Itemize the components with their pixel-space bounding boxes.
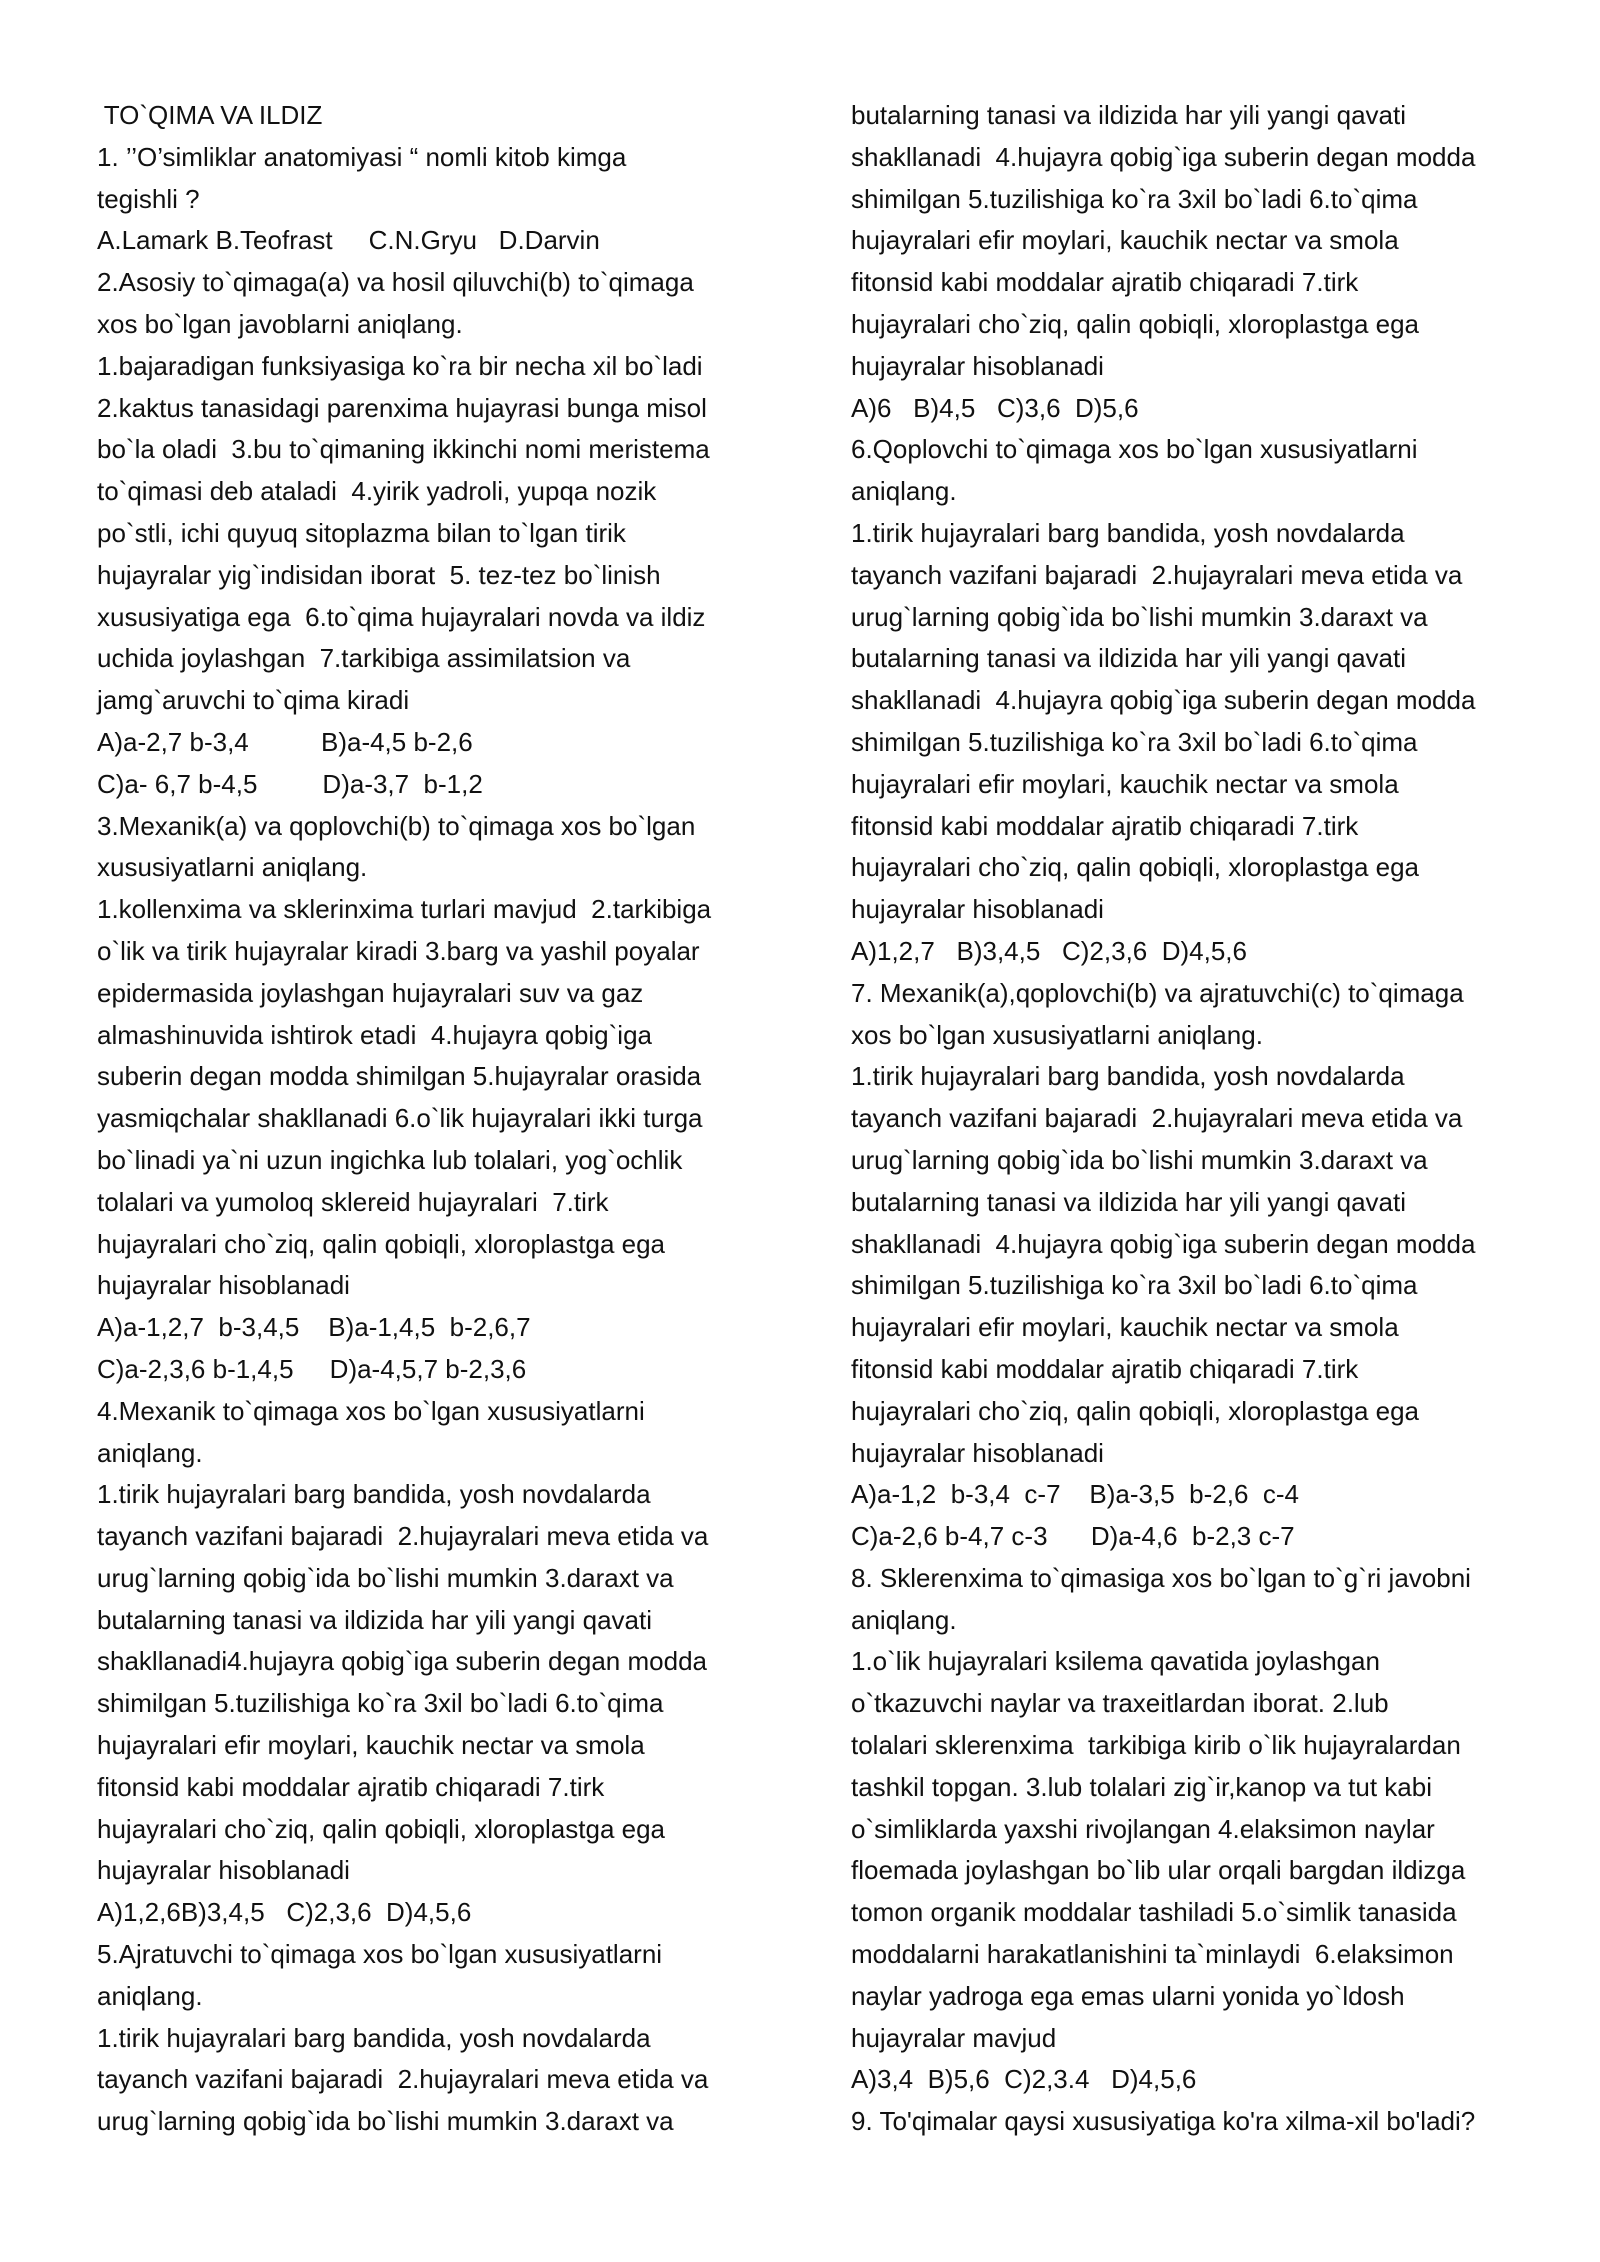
text-line: tayanch vazifani bajaradi 2.hujayralari meva etida va <box>851 559 1463 590</box>
text-line: butalarning tanasi va ildizida har yili yangi qavati <box>851 1186 1406 1217</box>
text-line: shimilgan 5.tuzilishiga ko`ra 3xil bo`ladi 6.to`qima <box>851 726 1418 757</box>
text-line: tegishli ? <box>97 183 200 214</box>
text-line: o`simliklarda yaxshi rivojlangan 4.elaksimon naylar <box>851 1813 1435 1844</box>
text-line: 1.tirik hujayralari barg bandida, yosh novdalarda <box>851 1061 1405 1092</box>
text-line: moddalarni harakatlanishini ta`minlaydi 6.elaksimon <box>851 1939 1454 1970</box>
text-line: A.Lamark B.Teofrast C.N.Gryu D.Darvin <box>97 225 600 256</box>
text-line: 7. Mexanik(a),qoplovchi(b) va ajratuvchi(c) to`qimaga <box>851 977 1464 1008</box>
text-line: hujayralar hisoblanadi <box>851 894 1104 925</box>
text-line: xos bo`lgan javoblarni aniqlang. <box>97 308 463 339</box>
text-line: shakllanadi 4.hujayra qobig`iga suberin degan modda <box>851 141 1476 172</box>
text-line: bo`linadi ya`ni uzun ingichka lub tolalari, yog`ochlik <box>97 1144 683 1175</box>
text-line: aniqlang. <box>97 1980 203 2011</box>
text-line: 1.kollenxima va sklerinxima turlari mavjud 2.tarkibiga <box>97 894 712 925</box>
right-column <box>851 95 1521 2143</box>
text-line: epidermasida joylashgan hujayralari suv va gaz <box>97 977 644 1008</box>
text-line: uchida joylashgan 7.tarkibiga assimilatsion va <box>97 643 631 674</box>
text-line: hujayralari cho`ziq, qalin qobiqli, xloroplastga ega <box>97 1813 666 1844</box>
text-line: A)3,4 B)5,6 C)2,3.4 D)4,5,6 <box>851 2064 1197 2095</box>
text-line: shakllanadi4.hujayra qobig`iga suberin degan modda <box>97 1646 707 1677</box>
text-line: A)a-2,7 b-3,4 B)a-4,5 b-2,6 <box>97 726 473 757</box>
text-line: A)6 B)4,5 C)3,6 D)5,6 <box>851 392 1139 423</box>
text-line: 1.tirik hujayralari barg bandida, yosh novdalarda <box>97 1479 651 1510</box>
text-line: 1.tirik hujayralari barg bandida, yosh novdalarda <box>97 2022 651 2053</box>
text-line: aniqlang. <box>97 1437 203 1468</box>
text-line: hujayralari cho`ziq, qalin qobiqli, xloroplastga ega <box>851 852 1420 883</box>
text-line: tashkil topgan. 3.lub tolalari zig`ir,kanop va tut kabi <box>851 1771 1433 1802</box>
text-line: floemada joylashgan bo`lib ular orqali bargdan ildizga <box>851 1855 1466 1886</box>
text-line: 1. ’’O’simliklar anatomiyasi “ nomli kitob kimga <box>97 141 627 172</box>
text-line: naylar yadroga ega emas ularni yonida yo`ldosh <box>851 1980 1405 2011</box>
text-line: shimilgan 5.tuzilishiga ko`ra 3xil bo`ladi 6.to`qima <box>851 183 1418 214</box>
text-line: butalarning tanasi va ildizida har yili yangi qavati <box>851 643 1406 674</box>
text-line: aniqlang. <box>851 476 957 507</box>
text-line: A)a-1,2 b-3,4 c-7 B)a-3,5 b-2,6 c-4 <box>851 1479 1299 1510</box>
text-line: hujayralar mavjud <box>851 2022 1057 2053</box>
text-line: yasmiqchalar shakllanadi 6.o`lik hujayralari ikki turga <box>97 1103 703 1134</box>
text-line: 1.tirik hujayralari barg bandida, yosh novdalarda <box>851 517 1405 548</box>
text-line: fitonsid kabi moddalar ajratib chiqaradi 7.tirk <box>851 267 1359 298</box>
text-line: 4.Mexanik to`qimaga xos bo`lgan xususiyatlarni <box>97 1395 645 1426</box>
text-line: A)1,2,7 B)3,4,5 C)2,3,6 D)4,5,6 <box>851 935 1247 966</box>
text-line: po`stli, ichi quyuq sitoplazma bilan to`lgan tirik <box>97 517 626 548</box>
text-line: shakllanadi 4.hujayra qobig`iga suberin degan modda <box>851 685 1476 716</box>
text-line: hujayralar yig`indisidan iborat 5. tez-tez bo`linish <box>97 559 661 590</box>
text-line: shakllanadi 4.hujayra qobig`iga suberin degan modda <box>851 1228 1476 1259</box>
text-line: tayanch vazifani bajaradi 2.hujayralari meva etida va <box>97 2064 709 2095</box>
text-line: tayanch vazifani bajaradi 2.hujayralari meva etida va <box>97 1521 709 1552</box>
text-line: hujayralar hisoblanadi <box>851 1437 1104 1468</box>
text-line: A)1,2,6B)3,4,5 C)2,3,6 D)4,5,6 <box>97 1897 472 1928</box>
text-line: hujayralari efir moylari, kauchik nectar va smola <box>851 225 1399 256</box>
text-line: bo`la oladi 3.bu to`qimaning ikkinchi nomi meristema <box>97 434 710 465</box>
text-line: fitonsid kabi moddalar ajratib chiqaradi 7.tirk <box>851 810 1359 841</box>
text-line: to`qimasi deb ataladi 4.yirik yadroli, yupqa nozik <box>97 476 657 507</box>
text-line: hujayralari cho`ziq, qalin qobiqli, xloroplastga ega <box>851 308 1420 339</box>
text-line: suberin degan modda shimilgan 5.hujayralar orasida <box>97 1061 702 1092</box>
text-line: hujayralari cho`ziq, qalin qobiqli, xloroplastga ega <box>97 1228 666 1259</box>
text-line: hujayralari cho`ziq, qalin qobiqli, xloroplastga ega <box>851 1395 1420 1426</box>
text-line: xos bo`lgan xususiyatlarni aniqlang. <box>851 1019 1263 1050</box>
text-line: 8. Sklerenxima to`qimasiga xos bo`lgan to`g`ri javobni <box>851 1562 1471 1593</box>
text-line: 1.bajaradigan funksiyasiga ko`ra bir necha xil bo`ladi <box>97 350 703 381</box>
text-line: 5.Ajratuvchi to`qimaga xos bo`lgan xususiyatlarni <box>97 1939 663 1970</box>
left-column <box>97 95 777 2143</box>
text-line: C)a-2,6 b-4,7 c-3 D)a-4,6 b-2,3 c-7 <box>851 1521 1295 1552</box>
text-line: urug`larning qobig`ida bo`lishi mumkin 3.daraxt va <box>851 601 1428 632</box>
text-line: urug`larning qobig`ida bo`lishi mumkin 3.daraxt va <box>97 1562 674 1593</box>
text-line: o`lik va tirik hujayralar kiradi 3.barg va yashil poyalar <box>97 935 700 966</box>
text-line: tomon organik moddalar tashiladi 5.o`simlik tanasida <box>851 1897 1457 1928</box>
text-line: TO`QIMA VA ILDIZ <box>97 100 323 130</box>
text-line: urug`larning qobig`ida bo`lishi mumkin 3.daraxt va <box>851 1144 1428 1175</box>
text-line: 9. To'qimalar qaysi xususiyatiga ko'ra xilma-xil bo'ladi? <box>851 2106 1476 2137</box>
text-line: aniqlang. <box>851 1604 957 1635</box>
text-line: tolalari va yumoloq sklereid hujayralari 7.tirk <box>97 1186 609 1217</box>
text-line: butalarning tanasi va ildizida har yili yangi qavati <box>851 100 1406 130</box>
text-line: fitonsid kabi moddalar ajratib chiqaradi 7.tirk <box>851 1353 1359 1384</box>
text-line: shimilgan 5.tuzilishiga ko`ra 3xil bo`ladi 6.to`qima <box>851 1270 1418 1301</box>
text-line: hujayralar hisoblanadi <box>97 1270 350 1301</box>
text-line: C)a- 6,7 b-4,5 D)a-3,7 b-1,2 <box>97 768 483 799</box>
text-line: almashinuvida ishtirok etadi 4.hujayra qobig`iga <box>97 1019 652 1050</box>
text-line: shimilgan 5.tuzilishiga ko`ra 3xil bo`ladi 6.to`qima <box>97 1688 664 1719</box>
text-line: 6.Qoplovchi to`qimaga xos bo`lgan xususiyatlarni <box>851 434 1418 465</box>
text-line: 2.Asosiy to`qimaga(a) va hosil qiluvchi(b) to`qimaga <box>97 267 694 298</box>
text-line: xususiyatlarni aniqlang. <box>97 852 368 883</box>
text-line: tayanch vazifani bajaradi 2.hujayralari meva etida va <box>851 1103 1463 1134</box>
text-line: hujayralar hisoblanadi <box>851 350 1104 381</box>
text-line: hujayralari efir moylari, kauchik nectar va smola <box>851 1312 1399 1343</box>
text-line: xususiyatiga ega 6.to`qima hujayralari novda va ildiz <box>97 601 706 632</box>
text-line: hujayralari efir moylari, kauchik nectar va smola <box>97 1730 645 1761</box>
text-line: hujayralar hisoblanadi <box>97 1855 350 1886</box>
text-line: 1.o`lik hujayralari ksilema qavatida joylashgan <box>851 1646 1380 1677</box>
text-line: jamg`aruvchi to`qima kiradi <box>97 685 410 716</box>
text-line: 2.kaktus tanasidagi parenxima hujayrasi bunga misol <box>97 392 707 423</box>
text-line: A)a-1,2,7 b-3,4,5 B)a-1,4,5 b-2,6,7 <box>97 1312 531 1343</box>
text-line: o`tkazuvchi naylar va traxeitlardan iborat. 2.lub <box>851 1688 1389 1719</box>
text-line: C)a-2,3,6 b-1,4,5 D)a-4,5,7 b-2,3,6 <box>97 1353 527 1384</box>
text-line: 3.Mexanik(a) va qoplovchi(b) to`qimaga xos bo`lgan <box>97 810 696 841</box>
text-line: hujayralari efir moylari, kauchik nectar va smola <box>851 768 1399 799</box>
text-line: urug`larning qobig`ida bo`lishi mumkin 3.daraxt va <box>97 2106 674 2137</box>
text-line: tolalari sklerenxima tarkibiga kirib o`lik hujayralardan <box>851 1730 1461 1761</box>
text-line: butalarning tanasi va ildizida har yili yangi qavati <box>97 1604 652 1635</box>
text-line: fitonsid kabi moddalar ajratib chiqaradi 7.tirk <box>97 1771 605 1802</box>
